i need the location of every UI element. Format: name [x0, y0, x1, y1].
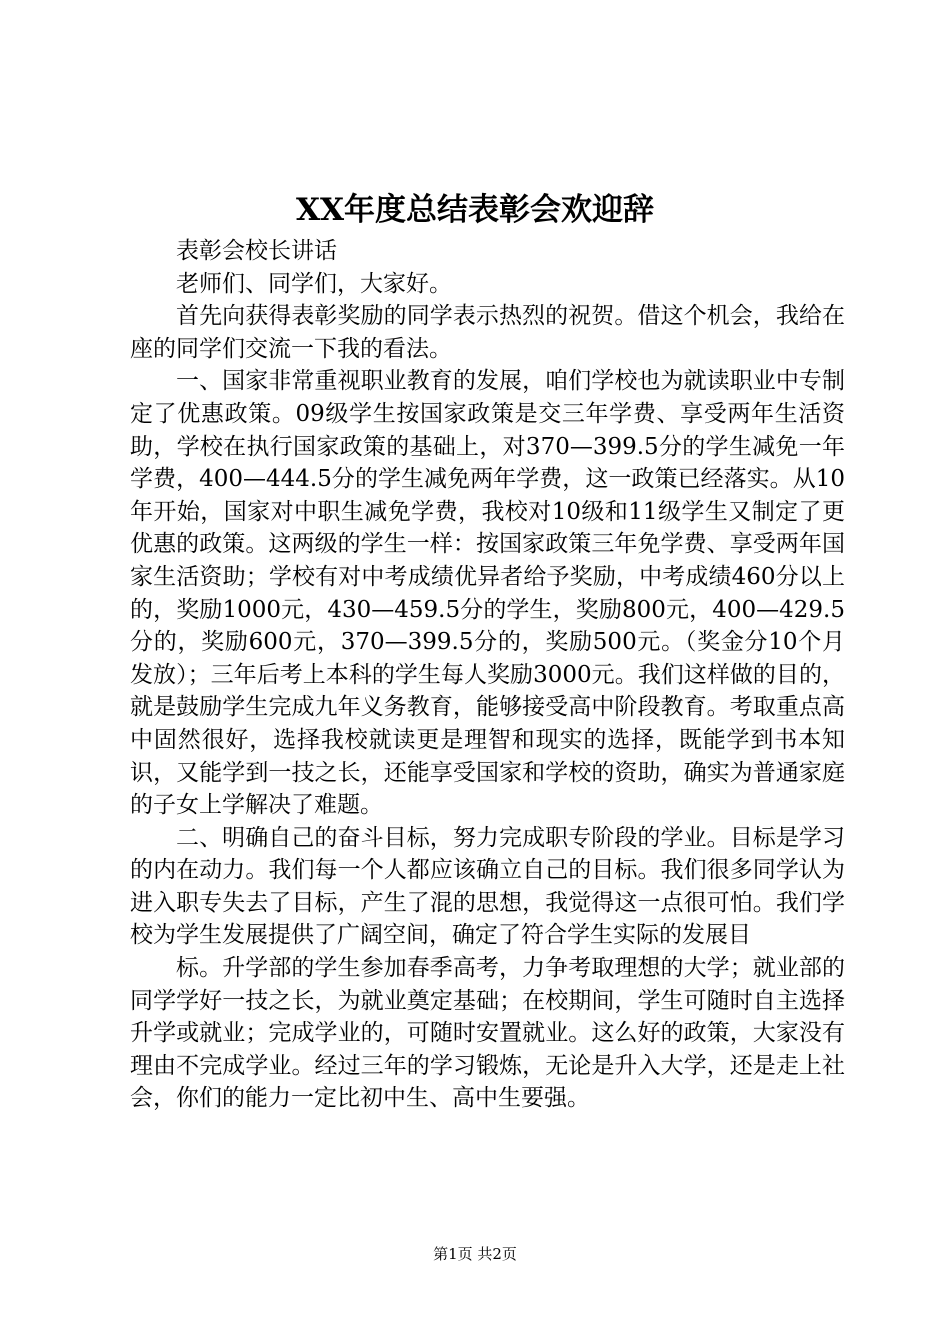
document-body: [130, 235, 845, 1115]
paragraph-subtitle: 表彰会校长讲话: [176, 238, 337, 264]
page-number-footer: 第1页 共2页: [433, 1245, 517, 1263]
document-title: XX年度总结表彰会欢迎辞: [295, 192, 655, 228]
paragraph-continuation: 标。升学部的学生参加春季高考，力争考取理想的大学；就业部的同学学好一技之长，为就业奠定基础；在校期间，学生可随时自主选择升学或就业；完成学业的，可随时安置就业。这么好的政策，大家没有理由不完成学业。经过三年的学习锻炼，无论是升入大学，还是走上社会，你们的能力一定比初中生、高中生要强。: [130, 955, 845, 1112]
paragraph-intro: 首先向获得表彰奖励的同学表示热烈的祝贺。借这个机会，我给在座的同学们交流一下我的看法。: [130, 303, 845, 362]
paragraph-section-one: 一、国家非常重视职业教育的发展，咱们学校也为就读职业中专制定了优惠政策。09级学生按国家政策是交三年学费、享受两年生活资助，学校在执行国家政策的基础上，对370—399.5分的学生减免一年学费，400—444.5分的学生减免两年学费，这一政策已经落实。从10年开始，国家对中职生减免学费，我校对10级和11级学生又制定了更优惠的政策。这两级的学生一样：按国家政策三年免学费、享受两年国家生活资助；学校有对中考成绩优异者给予奖励，中考成绩460分以上的，奖励1000元，430—459.5分的学生，奖励800元，400—429.5分的，奖励600元，370—399.5分的，奖励500元。（奖金分10个月发放）；三年后考上本科的学生每人奖励3000元。我们这样做的目的，就是鼓励学生完成九年义务教育，能够接受高中阶段教育。考取重点高中固然很好，选择我校就读更是理智和现实的选择，既能学到书本知识，又能学到一技之长，还能享受国家和学校的资助，确实为普通家庭的子女上学解决了难题。: [130, 368, 845, 819]
paragraph-section-two: 二、明确自己的奋斗目标，努力完成职专阶段的学业。目标是学习的内在动力。我们每一个人都应该确立自己的目标。我们很多同学认为进入职专失去了目标，产生了混的思想，我觉得这一点很可怕。我们学校为学生发展提供了广阔空间，确定了符合学生实际的发展目: [130, 824, 845, 949]
paragraph-greeting: 老师们、同学们，大家好。: [176, 270, 452, 297]
